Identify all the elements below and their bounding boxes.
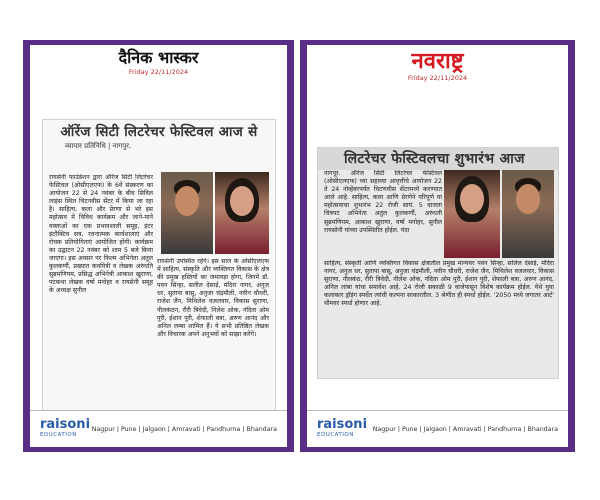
photo-woman [215, 172, 269, 254]
news-clipping [42, 119, 276, 411]
paper-header [30, 45, 287, 76]
raisoni-logo [317, 418, 367, 440]
brand-subtitle: EDUCATION [317, 432, 354, 438]
photo-man [161, 172, 213, 254]
article-column-1: रायसेनी फाउंडेशन द्वारा ऑरेंज सिटी लिटरेचर फेस्टिवल (ओसीएलएफ) के 6वें संस्करण का आयोजन 22 से 24 नवंबर के बीच सिविल लाइंस स्थित चिटनवीस सेंटर में किया जा रहा है। साहित्य, कला और प्रेरणा से भरे इस महोत्सव में विविध कार्यक्रम और जाने-माने वक्ताओं का एक प्रभावशाली समूह, इंटर इंटरैक्टिव सत्र, रचनात्मक कार्यशालाएं और रोचक प्रतियोगिताएं आयोजित होंगी। कार्यक्रम का उद्घाटन 22 नवंबर को शाम 5 बजे किया जाएगा। इस अवसर पर फिल्म अभिनेता अतुल कुलकर्णी, प्रख्यात कवयित्री व लेखक अरुंधति सुब्रमणियम, प्रसिद्ध अभिनेत्री आकाश खुराणा, पटकथा लेखक वर्षा मनोहर व रायसेनी समूह के अध्यक्ष सुनील [49, 174, 153, 295]
paper-header [307, 45, 568, 82]
navarashtra-panel [300, 40, 575, 452]
face-shape [460, 184, 484, 214]
face-shape [230, 186, 254, 216]
newspaper-masthead: दैनिक भास्कर [118, 48, 199, 67]
article-headline: ऑरेंज सिटी लिटरेचर फेस्टिवल आज से [60, 124, 258, 140]
publication-date: Friday 22/11/2024 [407, 74, 468, 82]
publication-date: Friday 22/11/2024 [128, 68, 189, 76]
photo-man [502, 170, 554, 258]
article-byline: व्यापार प्रतिनिधि | नागपुर. [65, 142, 132, 150]
face-shape [175, 186, 199, 216]
article-column-1: नागपूर. ऑरेंज सिटी लिटरेचर फेस्टिवल (ओसीएलएफ) च्या सहाव्या आवृत्तीचे आयोजन 22 ते 24 नोव्हेंबरपर्यंत चिटणवीस सेंटरमध्ये करण्यात आले आहे. साहित्य, कला आणि प्रेरणेने परिपूर्ण या महोत्सवाचा शुभारंभ 22 रोजी सायं. 5 वाजता चित्रपट अभिनेता अतुल कुलकर्णी, अरुंधती सुब्रमणियम, आकाश खुराणा, वर्षा मनोहर, सुनील रायसोनी यांच्या उपस्थितीत होईल. यंदा [324, 170, 442, 234]
panel-footer [30, 410, 287, 447]
article-headline: लिटरेचर फेस्टिवलचा शुभारंभ आज [318, 148, 558, 170]
panel-footer [307, 410, 568, 447]
raisoni-logo [40, 418, 90, 440]
article-column-2: रायसेनी उपस्थित रहेंगे। इस साल के ओसीएलएफ में साहित्य, संस्कृति और व्यक्तिगत विकास के क्षेत्र की प्रमुख हस्तियों का जमावड़ा होगा, जिनमें डॉ. पवन सिन्हा, सलील देसाई, मंदिरा नागर, अनुज धर, सुतापा बासु, अनुजा चंद्रमौली, नवीन चौधरी, राजेश जैन, मिथिलेश वजलवार, विकास सुराणा, नीलकंठन, रौरी त्रिवेदी, निलेश ओक, नंदिता ओम पुरी, ईशान पुरी, शेफाली बत्रा, अरुण आनंद और अनिल लम्बा शामिल हैं। ये सभी प्रतिष्ठित लेखक और विचारक अपने अनुभवों को साझा करेंगे। [157, 258, 269, 338]
news-clipping [317, 147, 559, 379]
dainik-bhaskar-panel [23, 40, 294, 452]
panel-content [30, 45, 287, 447]
campus-cities: Nagpur | Pune | Jalgaon | Amravati | Pandhurna | Bhandara [372, 425, 558, 433]
photo-woman [444, 170, 500, 258]
brand-name: raisoni [317, 417, 368, 432]
newspaper-masthead: नवराष्ट्र [411, 48, 464, 74]
article-column-2: साहित्य, संस्कृती आणि व्यक्तिगत विकास क्षेत्रातील प्रमुख मान्यवर पवन सिन्हा, सलिल देसाई, मंदिरा नागर, अनुज धर, सुतापा बासू, अनुजा चंद्रमौली, नवीन चौधरी, राजेश जैन, मिथिलेश वजलवार, विकास सुराणा, नीलकंठ, रौरी त्रिवेदी, नीलेश ओक, नंदिता ओम पुरी, ईशान पुरी, शेफाली बत्रा, अरुण आनंद, अनिल लांबा यांचा समावेश आहे. 24 रोजी सकाळी 9 वाजेपासून विशेष कार्यक्रम होईल. येथे युवा कलाकार ड्रॉइंग स्पर्धेत त्यांची कल्पना साकारतील. 3 श्रेणीत ही स्पर्धा होईल. '2050 मध्ये जगातर आर्ट' थीमवर स्पर्धा होणार आहे. [324, 260, 554, 308]
face-shape [516, 184, 540, 214]
panel-content [307, 45, 568, 447]
campus-cities: Nagpur | Pune | Jalgaon | Amravati | Pandhurna | Bhandara [91, 425, 277, 433]
brand-name: raisoni [40, 417, 91, 432]
brand-subtitle: EDUCATION [40, 432, 77, 438]
